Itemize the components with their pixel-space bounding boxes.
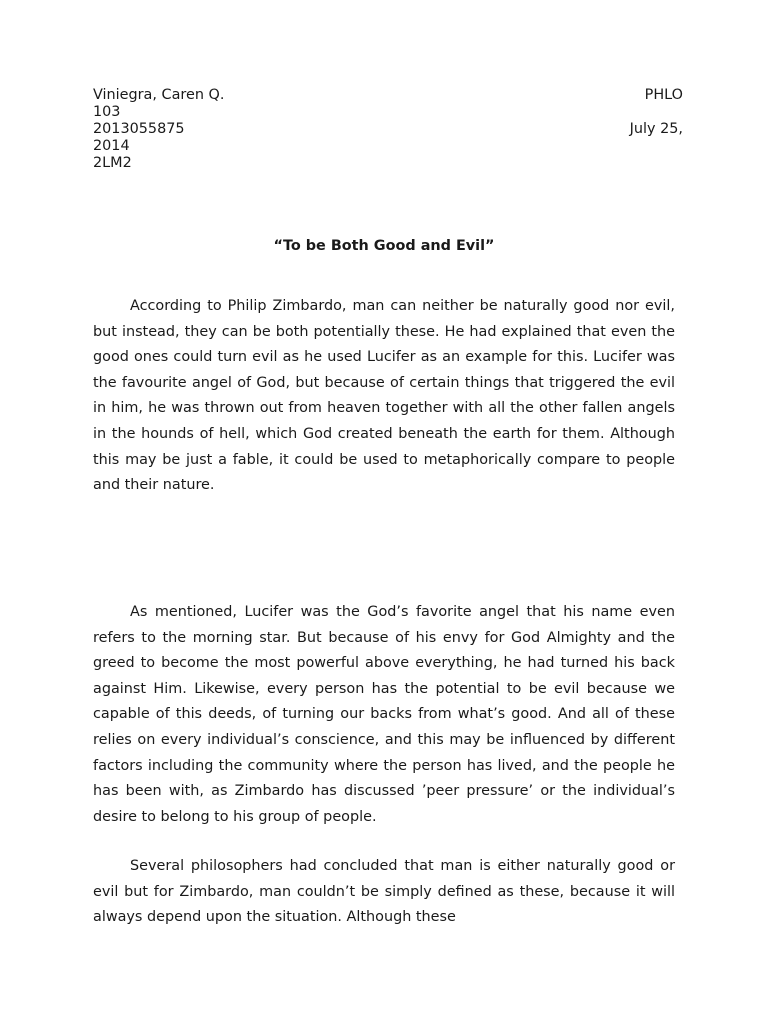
- paragraph-1: According to Philip Zimbardo, man can neither be naturally good nor evil, but instead, they can be both potentially these. He had explained that even the good ones could turn evil as he used Lucifer as an example for this. Lucifer was the favourite angel of God, but because of certain things that triggered the evil in him, he was thrown out from heaven together with all the other fallen angels in the hounds of hell, which God created beneath the earth for them. Although this may be just a fable, it could be used to metaphorically compare to people and their nature.: [93, 298, 675, 494]
- section-code: 2LM2: [93, 155, 132, 171]
- student-number: 2013055875: [93, 121, 185, 137]
- header-row-name: [93, 87, 683, 104]
- course-code: PHLO: [644, 87, 683, 103]
- paragraph-2: As mentioned, Lucifer was the God’s favorite angel that his name even refers to the morning star. But because of his envy for God Almighty and the greed to become the most powerful above everything, he had turned his back against Him. Likewise, every person has the potential to be evil because we capable of this deeds, of turning our backs from what’s good. And all of these relies on every individual’s conscience, and this may be influenced by different factors including the community where the person has lived, and the people he has been with, as Zimbardo has discussed ’peer pressure’ or the individual’s desire to belong to his group of people.: [93, 604, 675, 825]
- header-row-year: [93, 138, 683, 155]
- header-row-course-number: [93, 104, 683, 121]
- document-header: [93, 87, 683, 172]
- submission-date: July 25,: [629, 121, 683, 137]
- course-number: 103: [93, 104, 121, 120]
- essay-title: “To be Both Good and Evil”: [273, 238, 495, 254]
- header-row-section: [93, 155, 683, 172]
- submission-year: 2014: [93, 138, 130, 154]
- author-name: Viniegra, Caren Q.: [93, 87, 225, 103]
- paragraph-3: Several philosophers had concluded that man is either naturally good or evil but for Zimbardo, man couldn’t be simply defined as these, because it will always depend upon the situation. Although these: [93, 858, 675, 926]
- header-row-student-number: [93, 121, 683, 138]
